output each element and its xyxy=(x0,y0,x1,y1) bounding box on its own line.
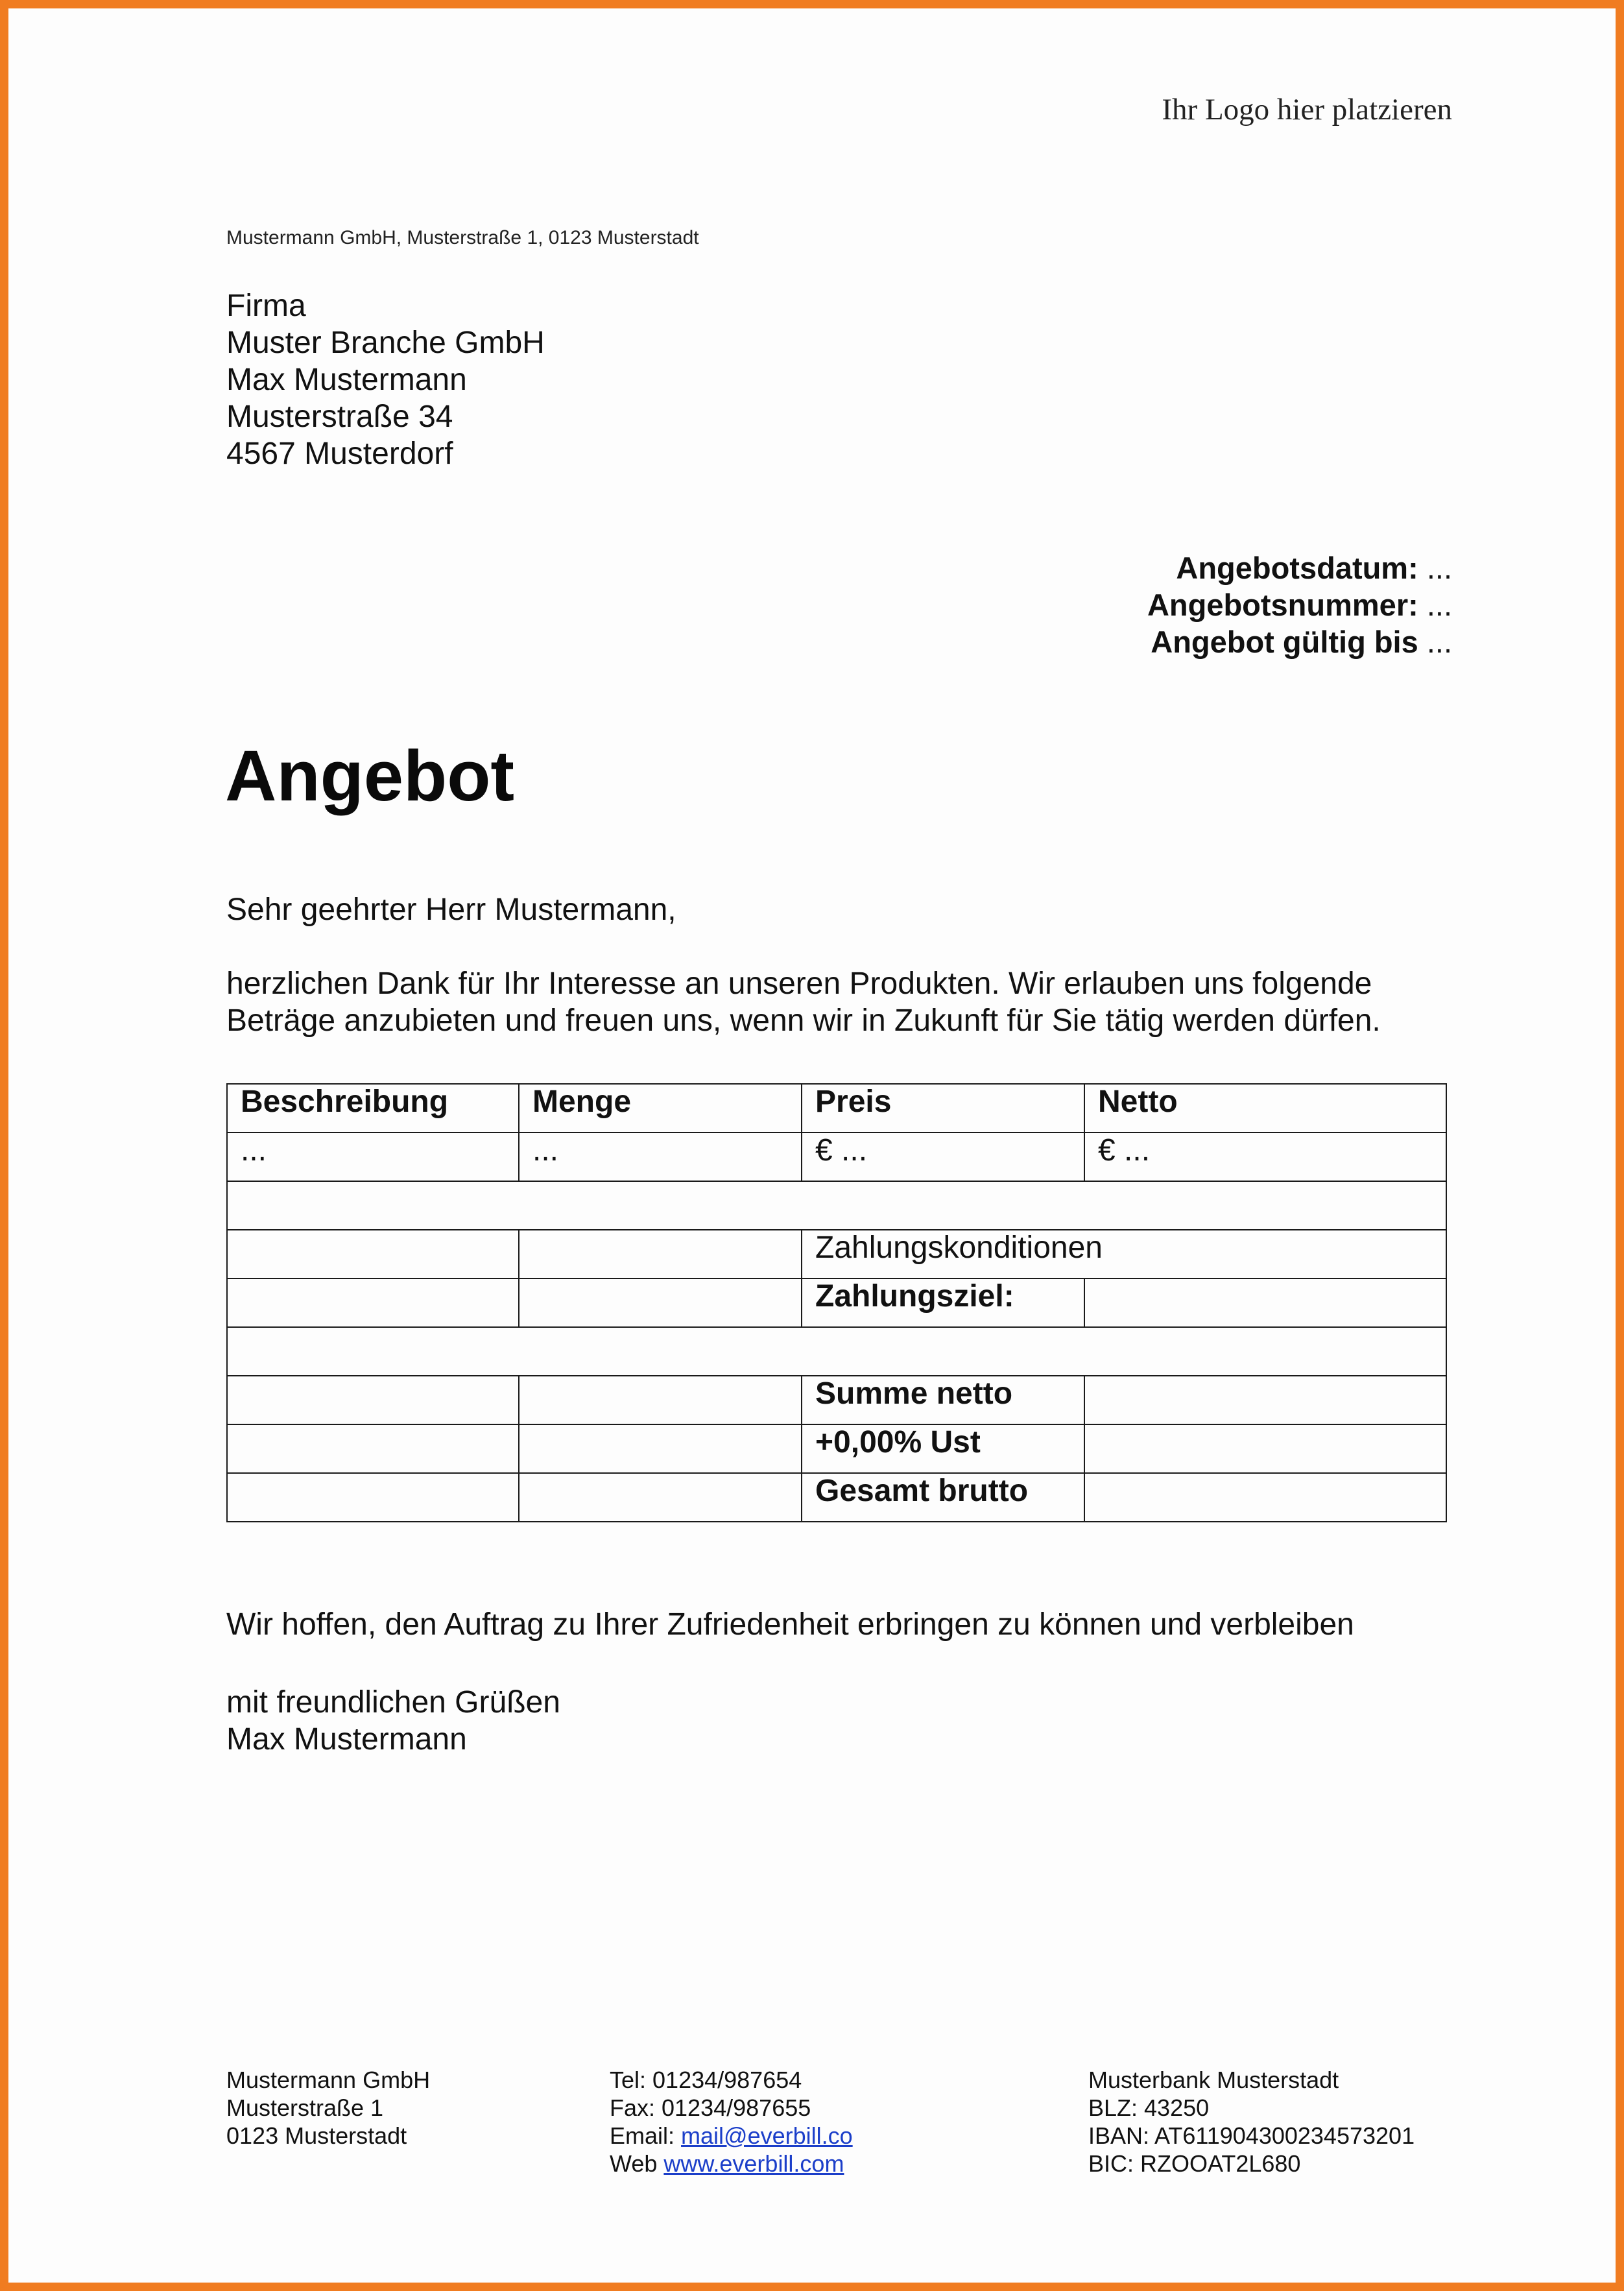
intro-line: Beträge anzubieten und freuen uns, wenn wir in Zukunft für Sie tätig werden dürfen. xyxy=(226,1003,1381,1038)
table-cell: € ... xyxy=(802,1133,1084,1181)
closing-sentence: Wir hoffen, den Auftrag zu Ihrer Zufriedenheit erbringen zu können und verbleiben xyxy=(226,1607,1354,1642)
greeting-line: mit freundlichen Grüßen xyxy=(226,1685,560,1720)
offer-date-label: Angebotsdatum: xyxy=(1176,551,1418,585)
footer-company xyxy=(226,2066,430,2150)
table-cell xyxy=(519,1376,802,1424)
recipient-line: Musterstraße 34 xyxy=(226,400,453,434)
table-cell xyxy=(519,1424,802,1473)
vat-label: +0,00% Ust xyxy=(802,1424,1084,1473)
column-header-description: Beschreibung xyxy=(227,1084,519,1133)
offer-date-value: ... xyxy=(1418,551,1452,585)
offer-valid-until-label: Angebot gültig bis xyxy=(1151,625,1418,659)
table-row xyxy=(227,1376,1446,1424)
recipient-line: Firma xyxy=(226,289,306,323)
website-link[interactable]: www.everbill.com xyxy=(663,2150,844,2177)
table-cell xyxy=(227,1376,519,1424)
sender-address-line: Mustermann GmbH, Musterstraße 1, 0123 Musterstadt xyxy=(226,227,699,248)
greeting-block xyxy=(226,1684,560,1758)
column-header-net: Netto xyxy=(1084,1084,1446,1133)
footer-line: Musterbank Musterstadt xyxy=(1088,2067,1339,2093)
column-header-quantity: Menge xyxy=(519,1084,802,1133)
total-gross-value xyxy=(1084,1473,1446,1522)
offer-date xyxy=(1147,549,1452,586)
footer-fax: Fax: 01234/987655 xyxy=(610,2094,811,2121)
total-gross-label: Gesamt brutto xyxy=(802,1473,1084,1522)
footer-line: Mustermann GmbH xyxy=(226,2067,431,2093)
offer-valid-until xyxy=(1147,623,1452,660)
recipient-line: 4567 Musterdorf xyxy=(226,437,453,471)
sum-net-value xyxy=(1084,1376,1446,1424)
recipient-line: Max Mustermann xyxy=(226,363,467,397)
table-row xyxy=(227,1230,1446,1278)
table-cell: € ... xyxy=(1084,1133,1446,1181)
offer-number-value: ... xyxy=(1418,588,1452,622)
intro-line: herzlichen Dank für Ihr Interesse an unseren Produkten. Wir erlauben uns folgende xyxy=(226,966,1372,1001)
table-cell xyxy=(227,1230,519,1278)
offer-meta xyxy=(1147,549,1452,660)
table-row-empty xyxy=(227,1327,1446,1376)
logo-placeholder: Ihr Logo hier platzieren xyxy=(1162,93,1452,126)
table-row xyxy=(227,1424,1446,1473)
table-cell: ... xyxy=(227,1133,519,1181)
recipient-line: Muster Branche GmbH xyxy=(226,326,545,360)
salutation: Sehr geehrter Herr Mustermann, xyxy=(226,893,676,927)
table-cell xyxy=(227,1424,519,1473)
table-row xyxy=(227,1473,1446,1522)
table-cell xyxy=(519,1278,802,1327)
intro-paragraph xyxy=(226,965,1381,1039)
table-row xyxy=(227,1133,1446,1181)
footer-web-label: Web xyxy=(610,2150,664,2177)
offer-valid-until-value: ... xyxy=(1418,625,1452,659)
footer-email-label: Email: xyxy=(610,2122,682,2149)
vat-value xyxy=(1084,1424,1446,1473)
email-link[interactable]: mail@everbill.co xyxy=(681,2122,853,2149)
table-cell xyxy=(227,1473,519,1522)
payment-due-label: Zahlungsziel: xyxy=(802,1278,1084,1327)
payment-due-value xyxy=(1084,1278,1446,1327)
payment-terms-label: Zahlungskonditionen xyxy=(802,1230,1446,1278)
table-row xyxy=(227,1278,1446,1327)
offer-table xyxy=(226,1083,1447,1522)
footer-line: IBAN: AT611904300234573201 xyxy=(1088,2122,1415,2149)
table-header-row xyxy=(227,1084,1446,1133)
column-header-price: Preis xyxy=(802,1084,1084,1133)
table-cell xyxy=(519,1473,802,1522)
table-cell xyxy=(227,1327,1446,1376)
table-cell xyxy=(519,1230,802,1278)
recipient-address xyxy=(226,287,545,472)
signature-name: Max Mustermann xyxy=(226,1722,467,1757)
footer-line: Musterstraße 1 xyxy=(226,2094,384,2121)
table-cell: ... xyxy=(519,1133,802,1181)
footer-contact xyxy=(610,2066,853,2177)
footer-web xyxy=(610,2150,853,2177)
document-title: Angebot xyxy=(225,736,515,816)
table-cell xyxy=(227,1278,519,1327)
footer-phone: Tel: 01234/987654 xyxy=(610,2067,802,2093)
table-row-empty xyxy=(227,1181,1446,1230)
footer-line: 0123 Musterstadt xyxy=(226,2122,407,2149)
footer-email xyxy=(610,2122,853,2150)
sum-net-label: Summe netto xyxy=(802,1376,1084,1424)
offer-number-label: Angebotsnummer: xyxy=(1147,588,1418,622)
footer-bank xyxy=(1088,2066,1415,2177)
footer-line: BIC: RZOOAT2L680 xyxy=(1088,2150,1301,2177)
offer-number xyxy=(1147,586,1452,623)
footer-line: BLZ: 43250 xyxy=(1088,2094,1210,2121)
table-cell xyxy=(227,1181,1446,1230)
